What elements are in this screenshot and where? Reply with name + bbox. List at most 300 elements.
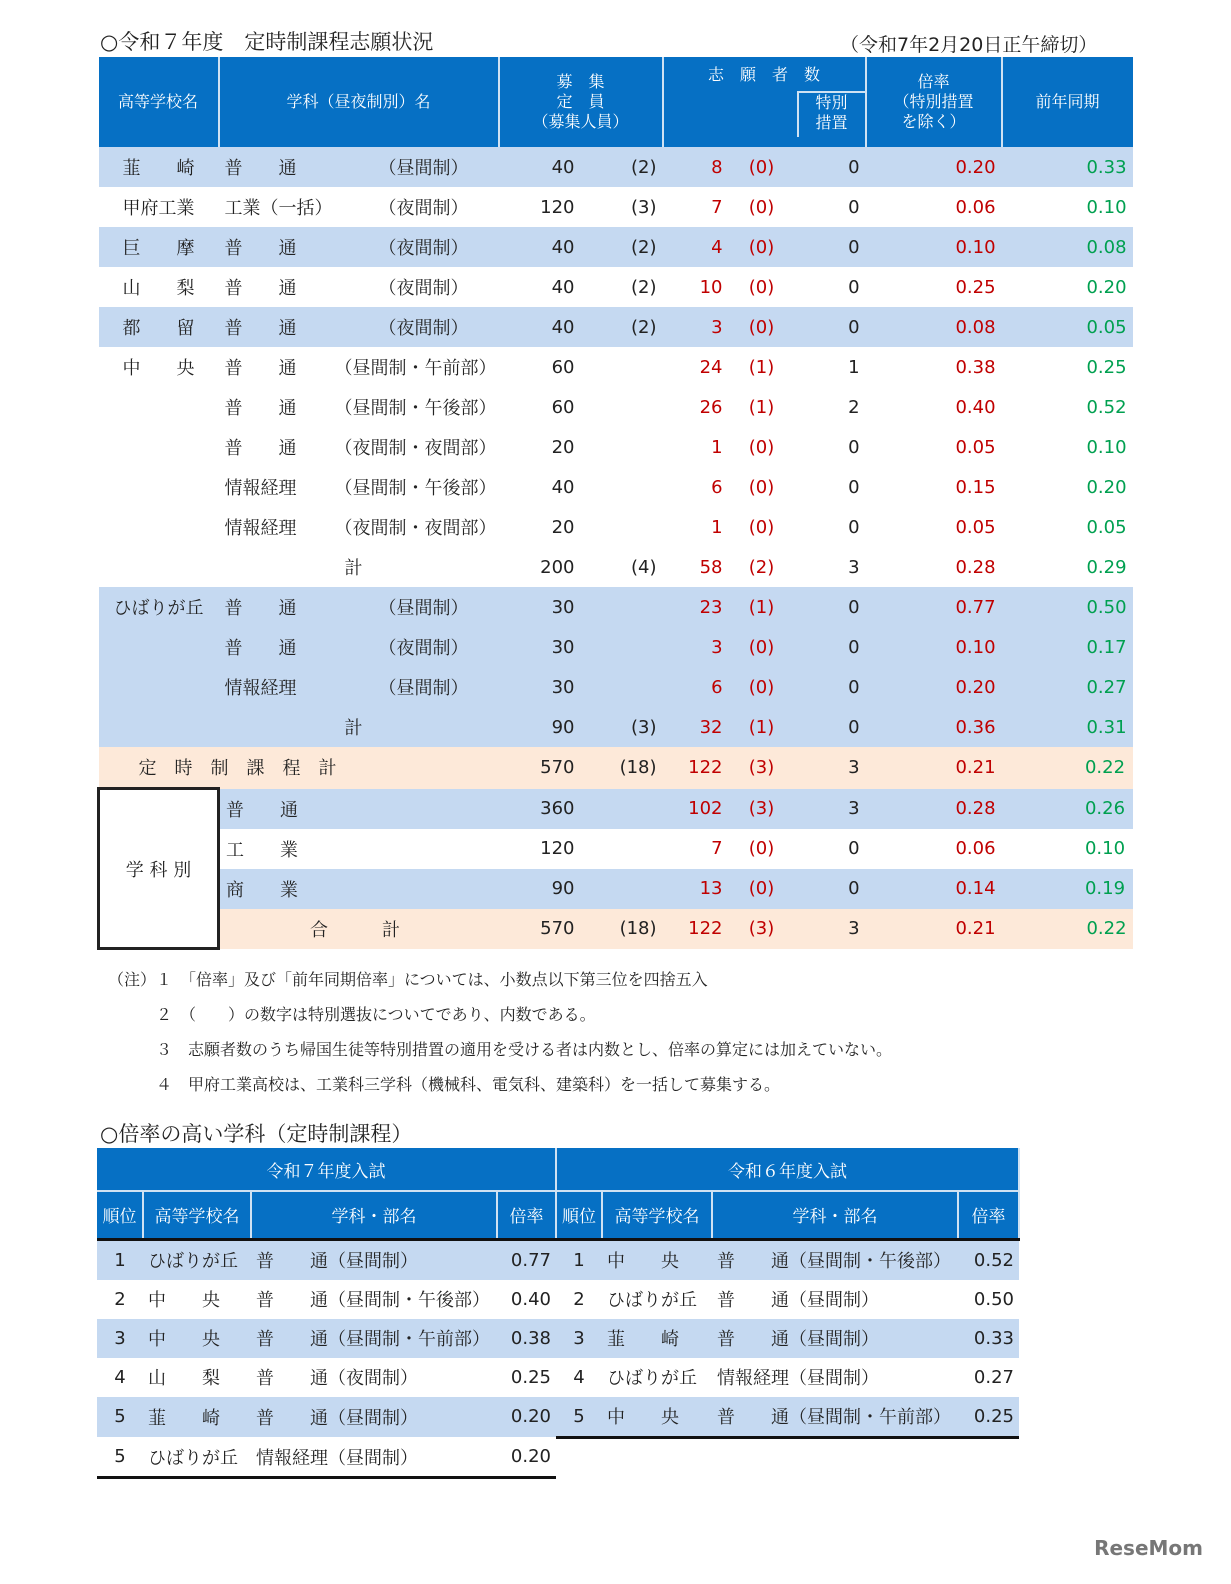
table-cell: 0.38 [497, 1319, 556, 1358]
table-cell: 30 [499, 627, 581, 667]
table-cell: 0.31 [1002, 707, 1133, 747]
table-cell: (2) [581, 267, 663, 307]
table-cell [219, 467, 499, 507]
table-cell: 102 [663, 789, 729, 829]
table-cell: 1 [663, 427, 729, 467]
table-cell: 韮 崎 [602, 1319, 712, 1358]
table-cell: (1) [729, 387, 795, 427]
table-cell: 0 [795, 507, 866, 547]
table-cell: 中 央 [143, 1319, 251, 1358]
rank-row [97, 1280, 1019, 1319]
header-school: 高等学校名 [602, 1191, 712, 1239]
table-cell: 6 [663, 667, 729, 707]
total-row [99, 747, 1133, 789]
dept-row [99, 829, 1133, 869]
table-cell: (0) [729, 829, 795, 869]
table-cell: 0.14 [866, 869, 1002, 909]
table-cell: 0.25 [866, 267, 1002, 307]
table-cell [219, 627, 499, 667]
table-row [99, 267, 1133, 307]
table-cell: (0) [729, 667, 795, 707]
table-row [99, 347, 1133, 387]
table-cell: 0.20 [866, 147, 1002, 187]
dept-name: 普 通 [224, 158, 297, 179]
table-cell: 0.28 [866, 547, 1002, 587]
table-cell: 40 [499, 467, 581, 507]
table-cell [99, 707, 219, 747]
table-cell: (2) [581, 147, 663, 187]
table-cell: 合 計 [219, 909, 499, 949]
table-cell: 40 [499, 147, 581, 187]
table-cell: 1 [663, 507, 729, 547]
table-cell: 0.10 [1002, 427, 1133, 467]
table-cell: 4 [97, 1358, 143, 1397]
table-cell: (0) [729, 627, 795, 667]
table-cell: 甲府工業 [99, 187, 219, 227]
header-ratio: 倍率 [958, 1191, 1019, 1239]
table-cell: 3 [795, 747, 866, 789]
table-cell: 0.10 [1002, 187, 1133, 227]
table-cell: 13 [663, 869, 729, 909]
table-cell: 0 [795, 869, 866, 909]
table-row [99, 147, 1133, 187]
rank-title: ○倍率の高い学科（定時制課程） [100, 1122, 413, 1146]
table-cell: 0.08 [866, 307, 1002, 347]
table-cell: 122 [663, 747, 729, 789]
table-cell: 韮 崎 [99, 147, 219, 187]
schedule: （夜間制） [378, 238, 469, 259]
table-cell: 0.21 [866, 909, 1002, 949]
table-cell: 570 [499, 909, 581, 949]
table-cell [581, 869, 663, 909]
table-cell: 0.22 [1002, 909, 1133, 949]
header-prev: 前年同期 [1002, 57, 1133, 147]
ranking-table [97, 1148, 1020, 1479]
table-cell [219, 667, 499, 707]
table-cell [602, 1437, 712, 1478]
table-cell [219, 427, 499, 467]
table-cell: 0.36 [866, 707, 1002, 747]
table-cell: 0 [795, 467, 866, 507]
table-cell: 中 央 [602, 1239, 712, 1280]
table-row [99, 467, 1133, 507]
table-cell: 3 [795, 909, 866, 949]
table-cell: 普 通（昼間制・午後部） [712, 1239, 958, 1280]
table-cell: 普 通（昼間制） [712, 1280, 958, 1319]
table-cell [99, 427, 219, 467]
table-cell: (2) [581, 227, 663, 267]
table-cell: (3) [729, 789, 795, 829]
rank-row [97, 1437, 1019, 1478]
table-cell: 0 [795, 267, 866, 307]
table-cell: 0.06 [866, 829, 1002, 869]
table-cell: 1 [795, 347, 866, 387]
table-cell [219, 587, 499, 627]
table-cell: 0.20 [497, 1397, 556, 1438]
table-cell: (18) [581, 747, 663, 789]
table-cell: 普 通（昼間制） [251, 1239, 497, 1280]
page-title: ○令和７年度 定時制課程志願状況 [100, 30, 434, 54]
resemom-logo: ReseMom [1094, 1536, 1203, 1560]
table-cell: 山 梨 [99, 267, 219, 307]
schedule: （昼間制・午後部） [334, 398, 497, 419]
dept-name: 普 通 [224, 238, 297, 259]
table-cell: 0 [795, 627, 866, 667]
table-cell: 普 通（夜間制） [251, 1358, 497, 1397]
dept-name: 工業（一括） [224, 198, 333, 219]
table-cell: 6 [663, 467, 729, 507]
table-cell [958, 1437, 1019, 1478]
table-cell: 0.50 [1002, 587, 1133, 627]
dept-row [99, 909, 1133, 949]
rank-row [97, 1319, 1019, 1358]
table-row [99, 227, 1133, 267]
table-cell: 4 [556, 1358, 602, 1397]
table-cell [219, 227, 499, 267]
table-row [99, 387, 1133, 427]
table-cell: 0.52 [1002, 387, 1133, 427]
applications-table [97, 57, 1134, 950]
header-school: 高等学校名 [99, 57, 219, 147]
table-cell: 20 [499, 427, 581, 467]
table-cell: ひばりが丘 [99, 587, 219, 627]
table-cell: 3 [663, 307, 729, 347]
table-cell: 120 [499, 829, 581, 869]
table-cell: 巨 摩 [99, 227, 219, 267]
table-cell: 3 [795, 789, 866, 829]
table-cell [581, 427, 663, 467]
table-cell: 120 [499, 187, 581, 227]
table-cell: 90 [499, 707, 581, 747]
table-cell: 5 [97, 1437, 143, 1478]
header-rank: 順位 [556, 1191, 602, 1239]
table-cell [219, 507, 499, 547]
table-cell: ひばりが丘 [602, 1358, 712, 1397]
table-cell: 2 [795, 387, 866, 427]
table-cell [581, 347, 663, 387]
table-cell: 普 通 [219, 789, 499, 829]
table-cell [581, 387, 663, 427]
dept-name: 普 通 [224, 598, 297, 619]
table-cell: 0.05 [866, 427, 1002, 467]
table-cell: 20 [499, 507, 581, 547]
table-cell [219, 267, 499, 307]
table-cell [99, 547, 219, 587]
table-cell: 0 [795, 587, 866, 627]
table-cell: (0) [729, 227, 795, 267]
table-cell: 5 [97, 1397, 143, 1438]
schedule: （夜間制） [378, 318, 469, 339]
table-cell [581, 829, 663, 869]
rank-row [97, 1239, 1019, 1280]
schedule: （昼間制） [378, 158, 469, 179]
table-cell [99, 627, 219, 667]
table-cell: 0 [795, 829, 866, 869]
table-cell: 0.05 [1002, 507, 1133, 547]
table-cell: 0.27 [1002, 667, 1133, 707]
table-cell: (0) [729, 147, 795, 187]
table-cell: 122 [663, 909, 729, 949]
table-cell: 0.10 [1002, 829, 1133, 869]
table-cell: 0.27 [958, 1358, 1019, 1397]
table-cell: 普 通（昼間制） [251, 1397, 497, 1438]
table-cell: 2 [556, 1280, 602, 1319]
table-cell: 3 [795, 547, 866, 587]
table-cell: ひばりが丘 [602, 1280, 712, 1319]
table-cell: 0.33 [1002, 147, 1133, 187]
schedule: （夜間制） [378, 198, 469, 219]
dept-name: 情報経理 [224, 478, 297, 499]
table-cell: 商 業 [219, 869, 499, 909]
schedule: （夜間制） [378, 638, 469, 659]
table-cell: 0.05 [866, 507, 1002, 547]
table-row [99, 587, 1133, 627]
header-dept: 学科・部名 [251, 1191, 497, 1239]
table-cell: 韮 崎 [143, 1397, 251, 1438]
table-row [99, 307, 1133, 347]
table-cell: 3 [663, 627, 729, 667]
table-cell: (0) [729, 467, 795, 507]
table-cell: 5 [556, 1397, 602, 1438]
table-cell: 0.10 [866, 627, 1002, 667]
table-cell: 0 [795, 187, 866, 227]
table-cell: (3) [729, 909, 795, 949]
table-cell: (18) [581, 909, 663, 949]
table-cell: (1) [729, 347, 795, 387]
table-cell: 0.20 [1002, 467, 1133, 507]
table-cell: 24 [663, 347, 729, 387]
table-cell: 0.25 [958, 1397, 1019, 1438]
header-ratio: 倍率 （特別措置 を除く） [866, 57, 1002, 147]
table-cell [712, 1437, 958, 1478]
table-row [99, 187, 1133, 227]
table-cell: 0.10 [866, 227, 1002, 267]
table-cell [219, 147, 499, 187]
table-cell: (3) [581, 187, 663, 227]
schedule: 計 [344, 718, 363, 739]
table-cell: (0) [729, 187, 795, 227]
table-cell: 0.52 [958, 1239, 1019, 1280]
note: ３ 志願者数のうち帰国生徒等特別措置の適用を受ける者は内数とし、倍率の算定には加えていない。 [108, 1040, 893, 1059]
table-cell: 0.17 [1002, 627, 1133, 667]
table-cell: 0.20 [497, 1437, 556, 1478]
table-cell: 0.26 [1002, 789, 1133, 829]
table-cell: 0.38 [866, 347, 1002, 387]
table-cell: 0.20 [1002, 267, 1133, 307]
table-cell [581, 467, 663, 507]
table-cell: 0.25 [497, 1358, 556, 1397]
table-cell: 3 [556, 1319, 602, 1358]
table-cell: 1 [556, 1239, 602, 1280]
rank-row [97, 1397, 1019, 1438]
header-applicants: 志 願 者 数 特別 措置 [663, 57, 866, 147]
header-school: 高等学校名 [143, 1191, 251, 1239]
dept-name: 情報経理 [224, 678, 297, 699]
schedule: （昼間制） [378, 678, 469, 699]
table-cell: (3) [729, 747, 795, 789]
table-cell: (0) [729, 507, 795, 547]
table-cell: 0.25 [1002, 347, 1133, 387]
table-cell: 10 [663, 267, 729, 307]
table-cell [99, 507, 219, 547]
schedule: （昼間制・午後部） [334, 478, 497, 499]
table-cell: (0) [729, 307, 795, 347]
table-cell: 情報経理（昼間制） [251, 1437, 497, 1478]
dept-row [99, 789, 1133, 829]
table-cell: 0.22 [1002, 747, 1133, 789]
table-cell: 中 央 [602, 1397, 712, 1438]
table-cell [99, 387, 219, 427]
table-cell: (3) [581, 707, 663, 747]
schedule: （夜間制） [378, 278, 469, 299]
table-cell: 0 [795, 227, 866, 267]
table-cell: 570 [499, 747, 581, 789]
table-cell: 7 [663, 829, 729, 869]
table-cell [581, 507, 663, 547]
table-cell: 0.19 [1002, 869, 1133, 909]
table-row [99, 627, 1133, 667]
table-cell: 山 梨 [143, 1358, 251, 1397]
table-cell: ひばりが丘 [143, 1437, 251, 1478]
table-cell: 0.77 [497, 1239, 556, 1280]
header-ratio: 倍率 [497, 1191, 556, 1239]
table-cell: 0.20 [866, 667, 1002, 707]
table-cell: ひばりが丘 [143, 1239, 251, 1280]
dept-name: 普 通 [224, 278, 297, 299]
table-cell: 学 科 別 [99, 789, 219, 949]
table-cell: 定 時 制 課 程 計 [99, 747, 499, 789]
header-dept: 学科（昼夜制別）名 [219, 57, 499, 147]
table-cell: (4) [581, 547, 663, 587]
table-cell [99, 667, 219, 707]
table-cell: 普 通（昼間制） [712, 1319, 958, 1358]
header-special: 特別 措置 [797, 91, 865, 137]
table-cell [219, 547, 499, 587]
table-cell: 0.50 [958, 1280, 1019, 1319]
table-row [99, 667, 1133, 707]
table-cell: 0.21 [866, 747, 1002, 789]
table-cell: 中 央 [143, 1280, 251, 1319]
table-cell: 都 留 [99, 307, 219, 347]
table-cell: 4 [663, 227, 729, 267]
table-cell: 0 [795, 667, 866, 707]
table-cell: (1) [729, 587, 795, 627]
table-cell: 60 [499, 387, 581, 427]
table-cell: 情報経理（昼間制） [712, 1358, 958, 1397]
table-cell: (2) [581, 307, 663, 347]
table-cell [219, 307, 499, 347]
table-cell: 0.29 [1002, 547, 1133, 587]
schedule: （夜間制・夜間部） [334, 438, 497, 459]
table-cell: 0.33 [958, 1319, 1019, 1358]
table-cell: 工 業 [219, 829, 499, 869]
table-cell: 0.77 [866, 587, 1002, 627]
table-cell: 0.06 [866, 187, 1002, 227]
table-cell: 90 [499, 869, 581, 909]
schedule: （昼間制・午前部） [334, 358, 497, 379]
table-cell: 3 [97, 1319, 143, 1358]
table-cell: 30 [499, 667, 581, 707]
schedule: （昼間制） [378, 598, 469, 619]
rank-row [97, 1358, 1019, 1397]
note: ４ 甲府工業高校は、工業科三学科（機械科、電気科、建築科）を一括して募集する。 [108, 1075, 781, 1094]
table-cell [581, 587, 663, 627]
table-cell: 0.40 [866, 387, 1002, 427]
table-cell: 普 通（昼間制・午前部） [712, 1397, 958, 1438]
table-cell [581, 667, 663, 707]
table-row [99, 427, 1133, 467]
dept-name: 普 通 [224, 318, 297, 339]
table-row [99, 547, 1133, 587]
table-cell [99, 467, 219, 507]
table-cell [219, 187, 499, 227]
dept-name: 普 通 [224, 438, 297, 459]
dept-row [99, 869, 1133, 909]
table-row [99, 507, 1133, 547]
header-r7: 令和７年度入試 [97, 1148, 556, 1191]
table-cell: 200 [499, 547, 581, 587]
header-rank: 順位 [97, 1191, 143, 1239]
table-cell: 23 [663, 587, 729, 627]
table-cell: 8 [663, 147, 729, 187]
table-cell: 0.05 [1002, 307, 1133, 347]
table-cell: 60 [499, 347, 581, 387]
table-cell: 40 [499, 267, 581, 307]
table-cell: 26 [663, 387, 729, 427]
dept-name: 普 通 [224, 358, 297, 379]
table-cell: 0 [795, 427, 866, 467]
table-cell: 普 通（昼間制・午後部） [251, 1280, 497, 1319]
table-cell: 58 [663, 547, 729, 587]
header-r6: 令和６年度入試 [556, 1148, 1019, 1191]
table-cell: 0.15 [866, 467, 1002, 507]
header-dept: 学科・部名 [712, 1191, 958, 1239]
table-cell: (2) [729, 547, 795, 587]
dept-name: 普 通 [224, 638, 297, 659]
deadline-note: （令和7年2月20日正午締切） [840, 34, 1098, 56]
table-cell: 2 [97, 1280, 143, 1319]
header-capacity: 募 集 定 員 （募集人員） [499, 57, 663, 147]
table-cell: 1 [97, 1239, 143, 1280]
table-cell: (1) [729, 707, 795, 747]
schedule: 計 [344, 558, 363, 579]
table-cell: 0.08 [1002, 227, 1133, 267]
note: （注）１ 「倍率」及び「前年同期倍率」については、小数点以下第三位を四捨五入 [108, 970, 708, 989]
table-cell [219, 707, 499, 747]
table-row [99, 707, 1133, 747]
table-cell: 360 [499, 789, 581, 829]
table-cell: 40 [499, 227, 581, 267]
table-cell [219, 347, 499, 387]
table-cell: 0.28 [866, 789, 1002, 829]
table-cell: 普 通（昼間制・午前部） [251, 1319, 497, 1358]
table-cell [219, 387, 499, 427]
table-cell: 0 [795, 707, 866, 747]
table-cell: 40 [499, 307, 581, 347]
table-cell: 7 [663, 187, 729, 227]
table-cell: (0) [729, 267, 795, 307]
table-cell: 32 [663, 707, 729, 747]
table-cell [581, 627, 663, 667]
notes [108, 962, 892, 1102]
schedule: （夜間制・夜間部） [334, 518, 497, 539]
table-cell: 30 [499, 587, 581, 627]
dept-name: 情報経理 [224, 518, 297, 539]
table-cell [556, 1437, 602, 1478]
note: ２ （ ）の数字は特別選抜についてであり、内数である。 [108, 1005, 596, 1024]
table-cell: 0 [795, 147, 866, 187]
table-cell: 中 央 [99, 347, 219, 387]
